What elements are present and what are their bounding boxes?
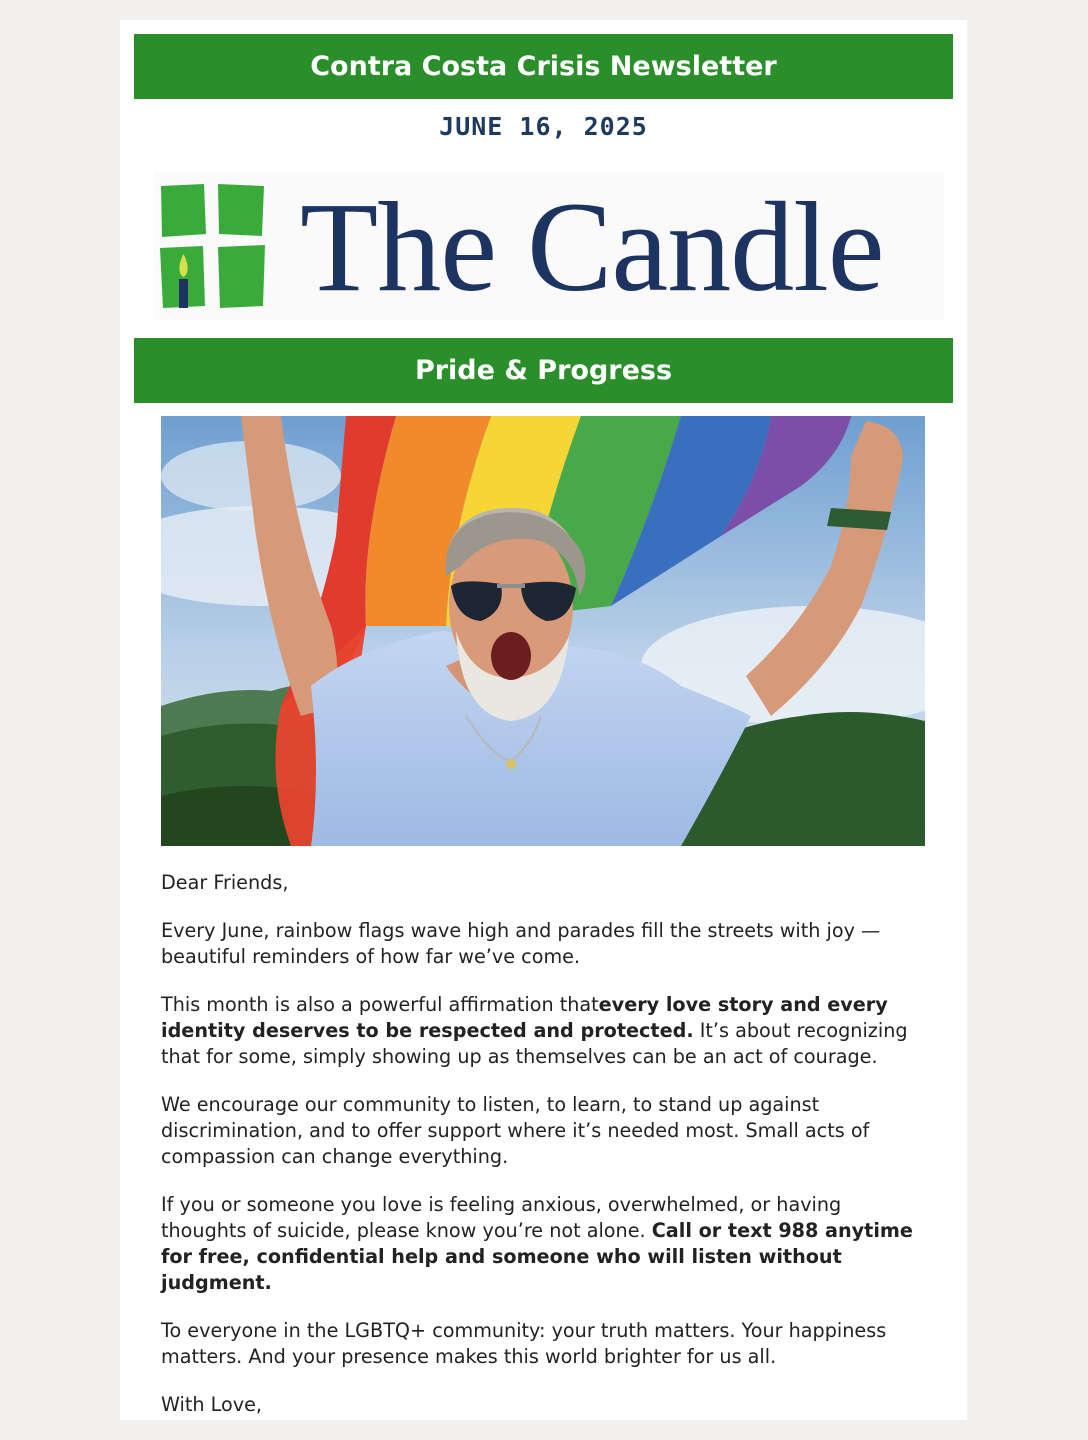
- newsletter-title-banner: [134, 34, 953, 99]
- letter-paragraph-5: To everyone in the LGBTQ+ community: your truth matters. Your happiness matters. And your presence makes this world brighter for us all.: [161, 1319, 887, 1368]
- masthead: [154, 172, 944, 320]
- letter-paragraph-2-start: This month is also a powerful affirmation that: [161, 993, 599, 1016]
- letter-paragraph-3: We encourage our community to listen, to learn, to stand up against discrimination, and to offer support where it’s needed most. Small acts of compassion can change everything.: [161, 1093, 870, 1168]
- window-candle-icon: [158, 182, 268, 310]
- section-title-banner: [134, 338, 953, 403]
- issue-date: JUNE 16, 2025: [439, 112, 648, 141]
- section-title: Pride & Progress: [414, 355, 673, 386]
- letter-paragraph-2-end: It’s about recognizing that for some, simply showing up as themselves can be an act of courage.: [161, 1019, 908, 1068]
- letter-paragraph-4-start: If you or someone you love is feeling anxious, overwhelmed, or having thoughts of suicide, please know you’re not alone.: [161, 1193, 842, 1242]
- letter-paragraph-4-bold: Call or text 988 anytime for free, confidential help and someone who will listen without judgment.: [161, 1219, 913, 1294]
- letter-paragraph-2-bold: every love story and every identity deserves to be respected and protected.: [161, 993, 888, 1042]
- newsletter-sheet: [120, 20, 967, 1420]
- letter-body: [161, 870, 931, 1440]
- newsletter-title: Contra Costa Crisis Newsletter: [310, 51, 777, 82]
- pride-flag-man-photo: [161, 416, 925, 846]
- letter-closing: With Love,: [161, 1393, 263, 1416]
- letter-paragraph-2: [161, 992, 931, 1070]
- masthead-title: The Candle: [300, 176, 884, 318]
- letter-paragraph-4: [161, 1192, 931, 1296]
- letter-paragraph-1: Every June, rainbow flags wave high and parades fill the streets with joy — beautiful reminders of how far we’ve come.: [161, 919, 881, 968]
- letter-greeting: Dear Friends,: [161, 871, 289, 894]
